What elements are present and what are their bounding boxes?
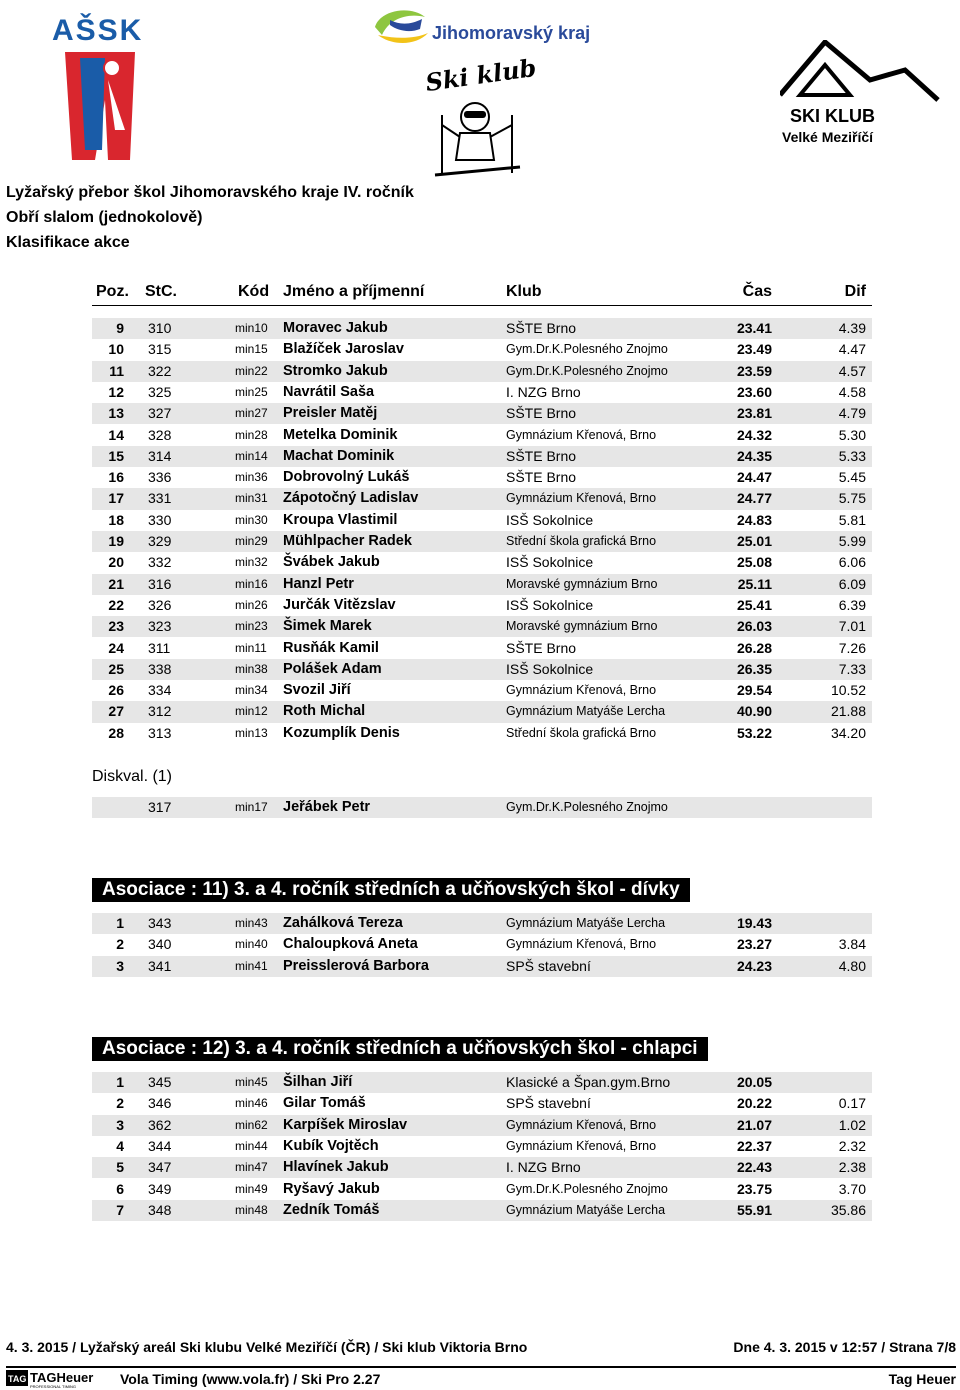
competitor-name-cell: Stromko Jakub [283, 362, 388, 379]
club-cell: SŠTE Brno [506, 639, 577, 656]
position-cell: 27 [108, 703, 124, 720]
difference-cell: 1.02 [838, 1116, 866, 1133]
position-cell: 18 [108, 511, 124, 528]
table-row [92, 446, 872, 467]
start-number-cell: 310 [148, 320, 172, 336]
time-cell: 26.28 [736, 639, 772, 656]
club-cell: Gymnázium Křenová, Brno [506, 491, 657, 506]
code-cell: min34 [235, 683, 268, 698]
code-cell: min32 [235, 555, 268, 570]
difference-cell: 10.52 [830, 682, 866, 699]
difference-cell: 4.39 [838, 320, 866, 336]
club-cell: I. NZG Brno [506, 383, 581, 400]
competitor-name-cell: Zedník Tomáš [283, 1201, 380, 1218]
position-cell: 22 [108, 596, 124, 613]
start-number-cell: 346 [148, 1095, 172, 1112]
competitor-name-cell: Gilar Tomáš [283, 1095, 366, 1112]
position-cell: 9 [116, 320, 124, 336]
club-cell: Gymnázium Křenová, Brno [506, 1117, 657, 1132]
code-cell: min28 [235, 427, 268, 442]
club-cell: ISŠ Sokolnice [506, 511, 594, 528]
start-number-cell: 325 [148, 383, 172, 400]
competitor-name-cell: Svozil Jiří [283, 682, 351, 699]
difference-cell: 5.75 [838, 490, 866, 507]
competitor-name-cell: Preisslerová Barbora [283, 957, 429, 974]
club-cell: ISŠ Sokolnice [506, 596, 594, 613]
competitor-name-cell: Chaloupková Aneta [283, 936, 418, 953]
start-number-cell: 341 [148, 957, 172, 974]
table-row [92, 956, 872, 977]
difference-cell: 5.99 [838, 533, 866, 549]
table-row [92, 701, 872, 722]
start-number-cell: 347 [148, 1159, 172, 1176]
table-row [92, 425, 872, 446]
competitor-name-cell: Kubík Vojtěch [283, 1137, 379, 1154]
difference-cell: 0.17 [838, 1095, 866, 1112]
start-number-cell: 349 [148, 1180, 172, 1197]
difference-cell: 3.84 [838, 936, 866, 953]
start-number-cell: 314 [148, 447, 172, 464]
table-row [92, 467, 872, 488]
code-cell: min49 [235, 1181, 268, 1196]
position-cell: 21 [108, 575, 124, 592]
time-cell: 23.81 [736, 405, 772, 422]
difference-cell: 35.86 [830, 1201, 866, 1218]
start-number-cell: 315 [148, 341, 172, 358]
difference-cell: 5.45 [838, 469, 866, 486]
position-cell: 17 [108, 490, 124, 507]
table-row [92, 552, 872, 573]
competitor-name-cell: Navrátil Saša [283, 383, 375, 400]
position-cell: 3 [116, 957, 124, 974]
col-dif: Dif [844, 283, 866, 300]
competitor-name-cell: Blažíček Jaroslav [283, 341, 404, 358]
club-cell: Gym.Dr.K.Polesného Znojmo [506, 800, 668, 814]
footer-event-info: 4. 3. 2015 / Lyžařský areál Ski klubu Velké Meziříčí (ČR) / Ski klub Viktoria Brno [6, 1339, 528, 1355]
time-cell: 25.11 [737, 575, 772, 592]
competitor-name-cell: Kozumplík Denis [283, 724, 400, 741]
position-cell: 19 [108, 533, 124, 549]
time-cell: 55.91 [736, 1201, 772, 1218]
club-cell: ISŠ Sokolnice [506, 554, 594, 571]
competitor-name-cell: Hlavínek Jakub [283, 1159, 389, 1176]
svg-text:AŠSK: AŠSK [52, 14, 144, 47]
code-cell: min17 [235, 800, 268, 814]
difference-cell: 5.81 [838, 511, 866, 528]
start-number-cell: 334 [148, 682, 172, 699]
start-number-cell: 317 [148, 799, 172, 815]
table-row [92, 1136, 872, 1157]
position-cell: 28 [108, 724, 124, 741]
position-cell: 25 [108, 660, 124, 677]
difference-cell: 4.47 [838, 341, 866, 358]
position-cell: 6 [116, 1180, 124, 1197]
time-cell: 53.22 [736, 724, 772, 741]
difference-cell: 21.88 [830, 703, 866, 720]
start-number-cell: 343 [148, 915, 172, 931]
time-cell: 21.07 [736, 1116, 772, 1133]
table-row [92, 1200, 872, 1221]
start-number-cell: 345 [148, 1074, 172, 1090]
time-cell: 24.47 [736, 469, 772, 486]
svg-text:PROFESSIONAL TIMING: PROFESSIONAL TIMING [30, 1384, 77, 1388]
ski-klub-mascot-logo [420, 55, 535, 180]
club-cell: Střední škola grafická Brno [506, 534, 657, 548]
table-row [92, 595, 872, 616]
difference-cell: 34.20 [830, 724, 866, 741]
table-row [92, 723, 872, 744]
position-cell: 20 [108, 554, 124, 571]
code-cell: min16 [235, 576, 268, 591]
table-row [92, 797, 872, 818]
table-row [92, 659, 872, 680]
svg-text:TAGHeuer: TAGHeuer [30, 1370, 94, 1385]
position-cell: 26 [108, 682, 124, 699]
code-cell: min10 [235, 321, 268, 335]
svg-text:Velké Meziříčí: Velké Meziříčí [782, 129, 874, 145]
assk-logo [50, 10, 160, 170]
time-cell: 24.83 [736, 511, 772, 528]
table-row [92, 318, 872, 339]
difference-cell: 5.33 [838, 447, 866, 464]
club-cell: Gymnázium Křenová, Brno [506, 427, 657, 442]
code-cell: min38 [235, 661, 268, 676]
competitor-name-cell: Rusňák Kamil [283, 639, 379, 656]
difference-cell: 4.79 [838, 405, 866, 422]
start-number-cell: 329 [148, 533, 172, 549]
time-cell: 40.90 [736, 703, 772, 720]
competitor-name-cell: Ryšavý Jakub [283, 1180, 380, 1197]
time-cell: 23.27 [736, 936, 772, 953]
competitor-name-cell: Mühlpacher Radek [283, 533, 412, 549]
competitor-name-cell: Metelka Dominik [283, 426, 398, 443]
time-cell: 26.35 [736, 660, 772, 677]
club-cell: I. NZG Brno [506, 1159, 581, 1176]
start-number-cell: 332 [148, 554, 172, 571]
position-cell: 11 [109, 362, 124, 379]
club-cell: Gymnázium Matyáše Lercha [506, 916, 666, 930]
time-cell: 23.75 [736, 1180, 772, 1197]
time-cell: 20.22 [736, 1095, 772, 1112]
time-cell: 24.32 [736, 426, 772, 443]
club-cell: SPŠ stavební [506, 1095, 591, 1112]
code-cell: min25 [235, 384, 268, 399]
svg-text:Jihomoravský kraj: Jihomoravský kraj [432, 23, 591, 43]
time-cell: 23.49 [736, 341, 772, 358]
start-number-cell: 326 [148, 596, 172, 613]
table-row [92, 638, 872, 659]
club-cell: SŠTE Brno [506, 405, 577, 422]
time-cell: 24.23 [736, 957, 772, 974]
start-number-cell: 312 [148, 703, 172, 720]
svg-text:Ski klub: Ski klub [423, 55, 535, 98]
start-number-cell: 316 [148, 575, 172, 592]
difference-cell: 6.06 [838, 554, 866, 571]
time-cell: 23.59 [736, 362, 772, 379]
table-row [92, 1093, 872, 1114]
competitor-name-cell: Šilhan Jiří [283, 1074, 353, 1090]
position-cell: 24 [108, 639, 124, 656]
footer-date-page: Dne 4. 3. 2015 v 12:57 / Strana 7/8 [733, 1339, 956, 1355]
competitor-name-cell: Roth Michal [283, 703, 366, 720]
difference-cell: 5.30 [838, 426, 866, 443]
difference-cell: 7.01 [838, 618, 866, 635]
competitor-name-cell: Kroupa Vlastimil [283, 511, 398, 528]
code-cell: min62 [235, 1117, 268, 1132]
club-cell: ISŠ Sokolnice [506, 660, 594, 677]
position-cell: 16 [108, 469, 124, 486]
start-number-cell: 336 [148, 469, 172, 486]
time-cell: 23.41 [736, 320, 772, 336]
position-cell: 12 [108, 383, 124, 400]
start-number-cell: 348 [148, 1201, 172, 1218]
table-row [92, 616, 872, 637]
col-name: Jméno a příjmenní [283, 283, 425, 300]
club-cell: Gymnázium Matyáše Lercha [506, 1202, 666, 1217]
difference-cell: 4.80 [838, 957, 866, 974]
section-header-boys: Asociace : 12) 3. a 4. ročník středních a učňovských škol - chlapci [92, 1037, 708, 1061]
svg-text:TAG: TAG [8, 1374, 27, 1384]
table-row [92, 382, 872, 403]
table-row [92, 361, 872, 382]
time-cell: 25.08 [736, 554, 772, 571]
section-header-girls: Asociace : 11) 3. a 4. ročník středních a učňovských škol - dívky [92, 878, 690, 902]
table-row [92, 680, 872, 701]
code-cell: min26 [235, 597, 268, 612]
competitor-name-cell: Jeřábek Petr [283, 799, 371, 815]
code-cell: min23 [235, 619, 268, 634]
start-number-cell: 322 [148, 362, 172, 379]
col-club: Klub [506, 283, 542, 300]
code-cell: min31 [235, 491, 268, 506]
club-cell: SŠTE Brno [506, 320, 577, 336]
time-cell: 20.05 [736, 1074, 772, 1090]
position-cell: 3 [116, 1116, 124, 1133]
code-cell: min11 [235, 640, 267, 655]
club-cell: SPŠ stavební [506, 957, 591, 974]
start-number-cell: 327 [148, 405, 172, 422]
code-cell: min22 [235, 363, 268, 378]
position-cell: 4 [116, 1137, 124, 1154]
col-poz: Poz. [96, 283, 129, 300]
difference-cell: 7.26 [838, 639, 866, 656]
position-cell: 7 [116, 1201, 124, 1218]
competitor-name-cell: Zahálková Tereza [283, 915, 403, 931]
table-row [92, 339, 872, 360]
start-number-cell: 313 [148, 724, 172, 741]
table-row [92, 1115, 872, 1136]
position-cell: 23 [108, 618, 124, 635]
difference-cell: 7.33 [838, 660, 866, 677]
competitor-name-cell: Švábek Jakub [283, 554, 380, 571]
col-kod: Kód [238, 283, 270, 300]
ski-klub-velke-mezirici-logo [780, 40, 940, 150]
club-cell: SŠTE Brno [506, 469, 577, 486]
discipline-title: Obří slalom (jednokolově) [6, 209, 203, 226]
code-cell: min15 [235, 342, 268, 357]
competitor-name-cell: Machat Dominik [283, 447, 395, 464]
code-cell: min46 [235, 1096, 268, 1111]
tag-heuer-logo [6, 1370, 116, 1388]
difference-cell: 3.70 [838, 1180, 866, 1197]
difference-cell: 6.09 [838, 575, 866, 592]
competitor-name-cell: Jurčák Vitězslav [283, 596, 396, 613]
code-cell: min43 [235, 916, 268, 930]
footer-timing [6, 1366, 956, 1390]
club-cell: Gymnázium Matyáše Lercha [506, 704, 666, 719]
code-cell: min47 [235, 1160, 268, 1175]
competitor-name-cell: Moravec Jakub [283, 320, 388, 336]
club-cell: Gym.Dr.K.Polesného Znojmo [506, 342, 668, 357]
time-cell: 24.77 [736, 490, 772, 507]
code-cell: min13 [235, 725, 268, 740]
start-number-cell: 311 [148, 639, 171, 656]
start-number-cell: 340 [148, 936, 172, 953]
club-cell: Gymnázium Křenová, Brno [506, 937, 657, 952]
difference-cell: 6.39 [838, 596, 866, 613]
time-cell: 19.43 [736, 915, 772, 931]
competitor-name-cell: Hanzl Petr [283, 575, 354, 592]
table-row [92, 1157, 872, 1178]
time-cell: 25.41 [736, 596, 772, 613]
event-title: Lyžařský přebor škol Jihomoravského kraje IV. ročník [6, 184, 414, 201]
competitor-name-cell: Polášek Adam [283, 660, 382, 677]
footer-info [6, 1339, 956, 1355]
start-number-cell: 328 [148, 426, 172, 443]
competitor-name-cell: Dobrovolný Lukáš [283, 469, 410, 486]
start-number-cell: 362 [148, 1116, 172, 1133]
column-header [92, 281, 872, 306]
start-number-cell: 338 [148, 660, 172, 677]
club-cell: Gym.Dr.K.Polesného Znojmo [506, 363, 668, 378]
position-cell: 2 [116, 1095, 124, 1112]
time-cell: 24.35 [736, 447, 772, 464]
competitor-name-cell: Preisler Matěj [283, 405, 378, 422]
code-cell: min12 [235, 704, 268, 719]
position-cell: 10 [108, 341, 124, 358]
competitor-name-cell: Zápotočný Ladislav [283, 490, 419, 507]
code-cell: min48 [235, 1202, 268, 1217]
time-cell: 22.37 [736, 1137, 772, 1154]
position-cell: 2 [116, 936, 124, 953]
difference-cell: 4.57 [838, 362, 866, 379]
code-cell: min14 [235, 448, 268, 463]
col-time: Čas [742, 283, 772, 300]
club-cell: Klasické a Špan.gym.Brno [506, 1074, 671, 1090]
code-cell: min41 [235, 958, 268, 973]
code-cell: min45 [235, 1075, 268, 1089]
start-number-cell: 330 [148, 511, 172, 528]
code-cell: min44 [235, 1138, 268, 1153]
table-row [92, 1072, 872, 1093]
club-cell: Gymnázium Křenová, Brno [506, 683, 657, 698]
footer-timing-text: Vola Timing (www.vola.fr) / Ski Pro 2.27 [120, 1371, 381, 1387]
time-cell: 29.54 [736, 682, 772, 699]
table-row [92, 913, 872, 934]
position-cell: 15 [108, 447, 124, 464]
table-row [92, 510, 872, 531]
competitor-name-cell: Karpíšek Miroslav [283, 1116, 408, 1133]
time-cell: 26.03 [736, 618, 772, 635]
position-cell: 14 [108, 426, 124, 443]
table-row [92, 488, 872, 509]
table-row [92, 531, 872, 552]
position-cell: 5 [116, 1159, 124, 1176]
table-row [92, 1179, 872, 1200]
competitor-name-cell: Šimek Marek [283, 618, 372, 635]
code-cell: min29 [235, 534, 268, 548]
position-cell: 1 [116, 915, 124, 931]
time-cell: 22.43 [736, 1159, 772, 1176]
difference-cell: 4.58 [838, 383, 866, 400]
jihomoravsky-kraj-logo [370, 5, 600, 50]
start-number-cell: 344 [148, 1137, 172, 1154]
club-cell: Moravské gymnázium Brno [506, 576, 658, 591]
table-row [92, 934, 872, 955]
club-cell: Gym.Dr.K.Polesného Znojmo [506, 1181, 668, 1196]
classification-title: Klasifikace akce [6, 234, 130, 251]
position-cell: 1 [116, 1074, 124, 1090]
footer-brand: Tag Heuer [888, 1371, 956, 1387]
time-cell: 23.60 [736, 383, 772, 400]
start-number-cell: 331 [148, 490, 172, 507]
table-row [92, 574, 872, 595]
club-cell: Střední škola grafická Brno [506, 725, 657, 740]
difference-cell: 2.38 [838, 1159, 866, 1176]
disqualified-label: Diskval. (1) [92, 768, 173, 785]
club-cell: Gymnázium Křenová, Brno [506, 1138, 657, 1153]
code-cell: min27 [235, 406, 268, 421]
difference-cell: 2.32 [838, 1137, 866, 1154]
code-cell: min40 [235, 937, 268, 952]
svg-text:SKI KLUB: SKI KLUB [790, 106, 875, 126]
table-row [92, 403, 872, 424]
code-cell: min36 [235, 470, 268, 485]
col-stc: StC. [145, 283, 177, 300]
club-cell: Moravské gymnázium Brno [506, 619, 658, 634]
start-number-cell: 323 [148, 618, 172, 635]
time-cell: 25.01 [736, 533, 772, 549]
position-cell: 13 [108, 405, 124, 422]
code-cell: min30 [235, 512, 268, 527]
club-cell: SŠTE Brno [506, 447, 577, 464]
